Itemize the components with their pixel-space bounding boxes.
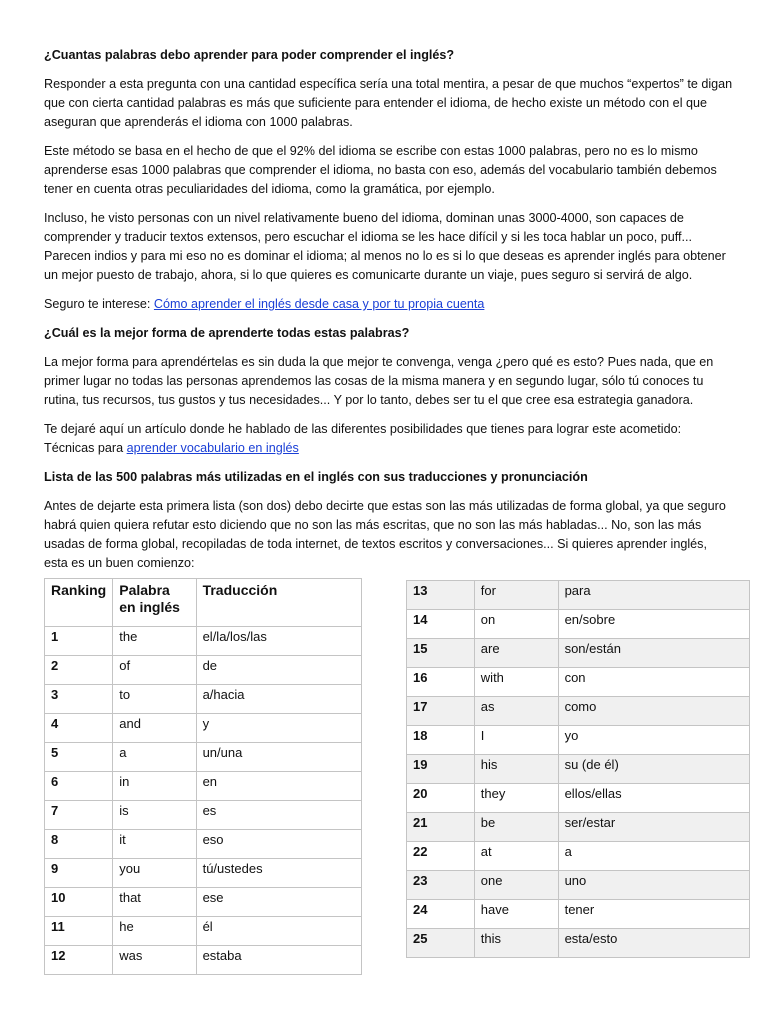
table-row [45,656,362,685]
table-row [407,697,750,726]
table-cell: su (de él) [558,755,749,784]
table-cell: 12 [45,946,113,975]
table-cell: the [113,627,196,656]
table-cell: tú/ustedes [196,859,361,888]
table-cell: 25 [407,929,475,958]
table-cell: el/la/los/las [196,627,361,656]
table-cell: 20 [407,784,475,813]
table-cell: 19 [407,755,475,784]
table-cell: I [474,726,558,755]
section-heading: ¿Cuál es la mejor forma de aprenderte todas estas palabras? [44,326,410,340]
table-cell: are [474,639,558,668]
table-cell: in [113,772,196,801]
table-cell: a/hacia [196,685,361,714]
table-cell: 5 [45,743,113,772]
table-row [407,610,750,639]
table-row [45,743,362,772]
table-cell: 23 [407,871,475,900]
table-cell: of [113,656,196,685]
table-cell: for [474,581,558,610]
table-cell: 22 [407,842,475,871]
table-cell: 21 [407,813,475,842]
table-row [407,900,750,929]
table-cell: a [558,842,749,871]
body-paragraph: Incluso, he visto personas con un nivel relativamente bueno del idioma, dominan unas 3000-4000, son capaces de comprender y traducir textos extensos, pero escuchar el idioma se les hace difícil y si les toca hablar un poco, puff... Parecen indios y para mi eso no es dominar el idioma; al menos no lo es si lo que deseas es aprender inglés para obtener un mejor puesto de trabajo, ahora, si lo que quieres es comunicarte durante un viaje, pues seguro si servirá de algo. [44,211,726,282]
table-cell: Ranking [45,579,113,627]
table-cell: 15 [407,639,475,668]
word-table-right [406,580,750,958]
table-row [407,871,750,900]
table-cell: para [558,581,749,610]
table-cell: 17 [407,697,475,726]
table-cell: un/una [196,743,361,772]
table-cell: at [474,842,558,871]
table-cell: 8 [45,830,113,859]
section-heading: Lista de las 500 palabras más utilizadas en el inglés con sus traducciones y pronunciación [44,470,588,484]
table-cell: have [474,900,558,929]
body-paragraph: Antes de dejarte esta primera lista (son dos) debo decirte que estas son las más utilizadas de forma global, ya que seguro habrá quien quiera refutar esto diciendo que no son las más escritas, que no son las más habladas... No, son las más usadas de forma global, recopiladas de toda internet, de textos escritos y conversaciones... Si quieres aprender inglés, esta es un buen comienzo: [44,499,726,570]
table-cell: 7 [45,801,113,830]
table-cell: ser/estar [558,813,749,842]
table-cell: él [196,917,361,946]
table-cell: this [474,929,558,958]
table-cell: 3 [45,685,113,714]
table-cell: was [113,946,196,975]
table-header-row [45,579,362,627]
table-cell: 14 [407,610,475,639]
table-cell: 4 [45,714,113,743]
table-row [45,859,362,888]
table-cell: yo [558,726,749,755]
article-text [44,46,734,583]
table-cell: 9 [45,859,113,888]
table-row [45,685,362,714]
section-heading: ¿Cuantas palabras debo aprender para poder comprender el inglés? [44,48,455,62]
table-row [45,946,362,975]
table-cell: eso [196,830,361,859]
table-row [407,813,750,842]
table-cell: tener [558,900,749,929]
table-cell: he [113,917,196,946]
word-table-left [44,578,362,975]
table-cell: and [113,714,196,743]
body-paragraph: La mejor forma para aprendértelas es sin duda la que mejor te convenga, venga ¿pero qué es esto? Pues nada, que en primer lugar no todas las personas aprendemos las cosas de la misma manera y en segundo lugar, sólo tú conoces tu rutina, tus recursos, tus gustos y tus necesidades... Y por lo tanto, debes ser tu el que cree esa estrategia ganadora. [44,355,714,407]
table-cell: son/están [558,639,749,668]
table-cell: 1 [45,627,113,656]
table-cell: with [474,668,558,697]
link-paragraph [44,295,734,314]
table-cell: they [474,784,558,813]
table-cell: it [113,830,196,859]
table-cell: 11 [45,917,113,946]
table-cell: en [196,772,361,801]
table-cell: on [474,610,558,639]
table-row [45,830,362,859]
table-cell: is [113,801,196,830]
table-row [45,627,362,656]
table-row [45,888,362,917]
table-cell: con [558,668,749,697]
table-cell: his [474,755,558,784]
table-cell: 2 [45,656,113,685]
table-cell: to [113,685,196,714]
table-cell: 6 [45,772,113,801]
table-row [407,726,750,755]
table-cell: ese [196,888,361,917]
table-cell: 13 [407,581,475,610]
table-row [407,842,750,871]
table-cell: estaba [196,946,361,975]
table-row [45,714,362,743]
table-cell: you [113,859,196,888]
table-cell: a [113,743,196,772]
table-row [407,639,750,668]
table-cell: be [474,813,558,842]
link-prefix: Te dejaré aquí un artículo donde he hablado de las diferentes posibilidades que tienes para lograr este acometido: Técnicas para [44,422,682,455]
body-paragraph: Este método se basa en el hecho de que el 92% del idioma se escribe con estas 1000 palabras, pero no es lo mismo aprenderse esas 1000 palabras que comprender el idioma, no basta con eso, además del vocabulario también debemos tener en cuenta otras peculiaridades del idioma, como la gramática, por ejemplo. [44,144,717,196]
body-paragraph: Responder a esta pregunta con una cantidad específica sería una total mentira, a pesar de que muchos “expertos” te digan que con cierta cantidad palabras es más que suficiente para entender el idioma, de hecho existe un método con el que aseguran que aprenderás el idioma con 1000 palabras. [44,77,733,129]
link-prefix: Seguro te interese: [44,297,154,311]
table-cell: as [474,697,558,726]
table-cell: de [196,656,361,685]
table-cell: 16 [407,668,475,697]
table-cell: Traducción [196,579,361,627]
table-cell: como [558,697,749,726]
table-row [45,801,362,830]
table-cell: one [474,871,558,900]
table-cell: y [196,714,361,743]
table-cell: esta/esto [558,929,749,958]
table-cell: Palabra en inglés [113,579,196,627]
table-row [407,581,750,610]
table-cell: en/sobre [558,610,749,639]
table-cell: es [196,801,361,830]
table-cell: uno [558,871,749,900]
table-row [407,929,750,958]
table-cell: that [113,888,196,917]
article-link[interactable]: aprender vocabulario en inglés [126,441,299,455]
link-paragraph [44,420,734,458]
table-row [407,668,750,697]
table-cell: 18 [407,726,475,755]
table-cell: ellos/ellas [558,784,749,813]
table-row [45,772,362,801]
table-row [407,755,750,784]
table-cell: 24 [407,900,475,929]
table-row [407,784,750,813]
table-row [45,917,362,946]
table-cell: 10 [45,888,113,917]
article-link[interactable]: Cómo aprender el inglés desde casa y por tu propia cuenta [153,297,485,311]
